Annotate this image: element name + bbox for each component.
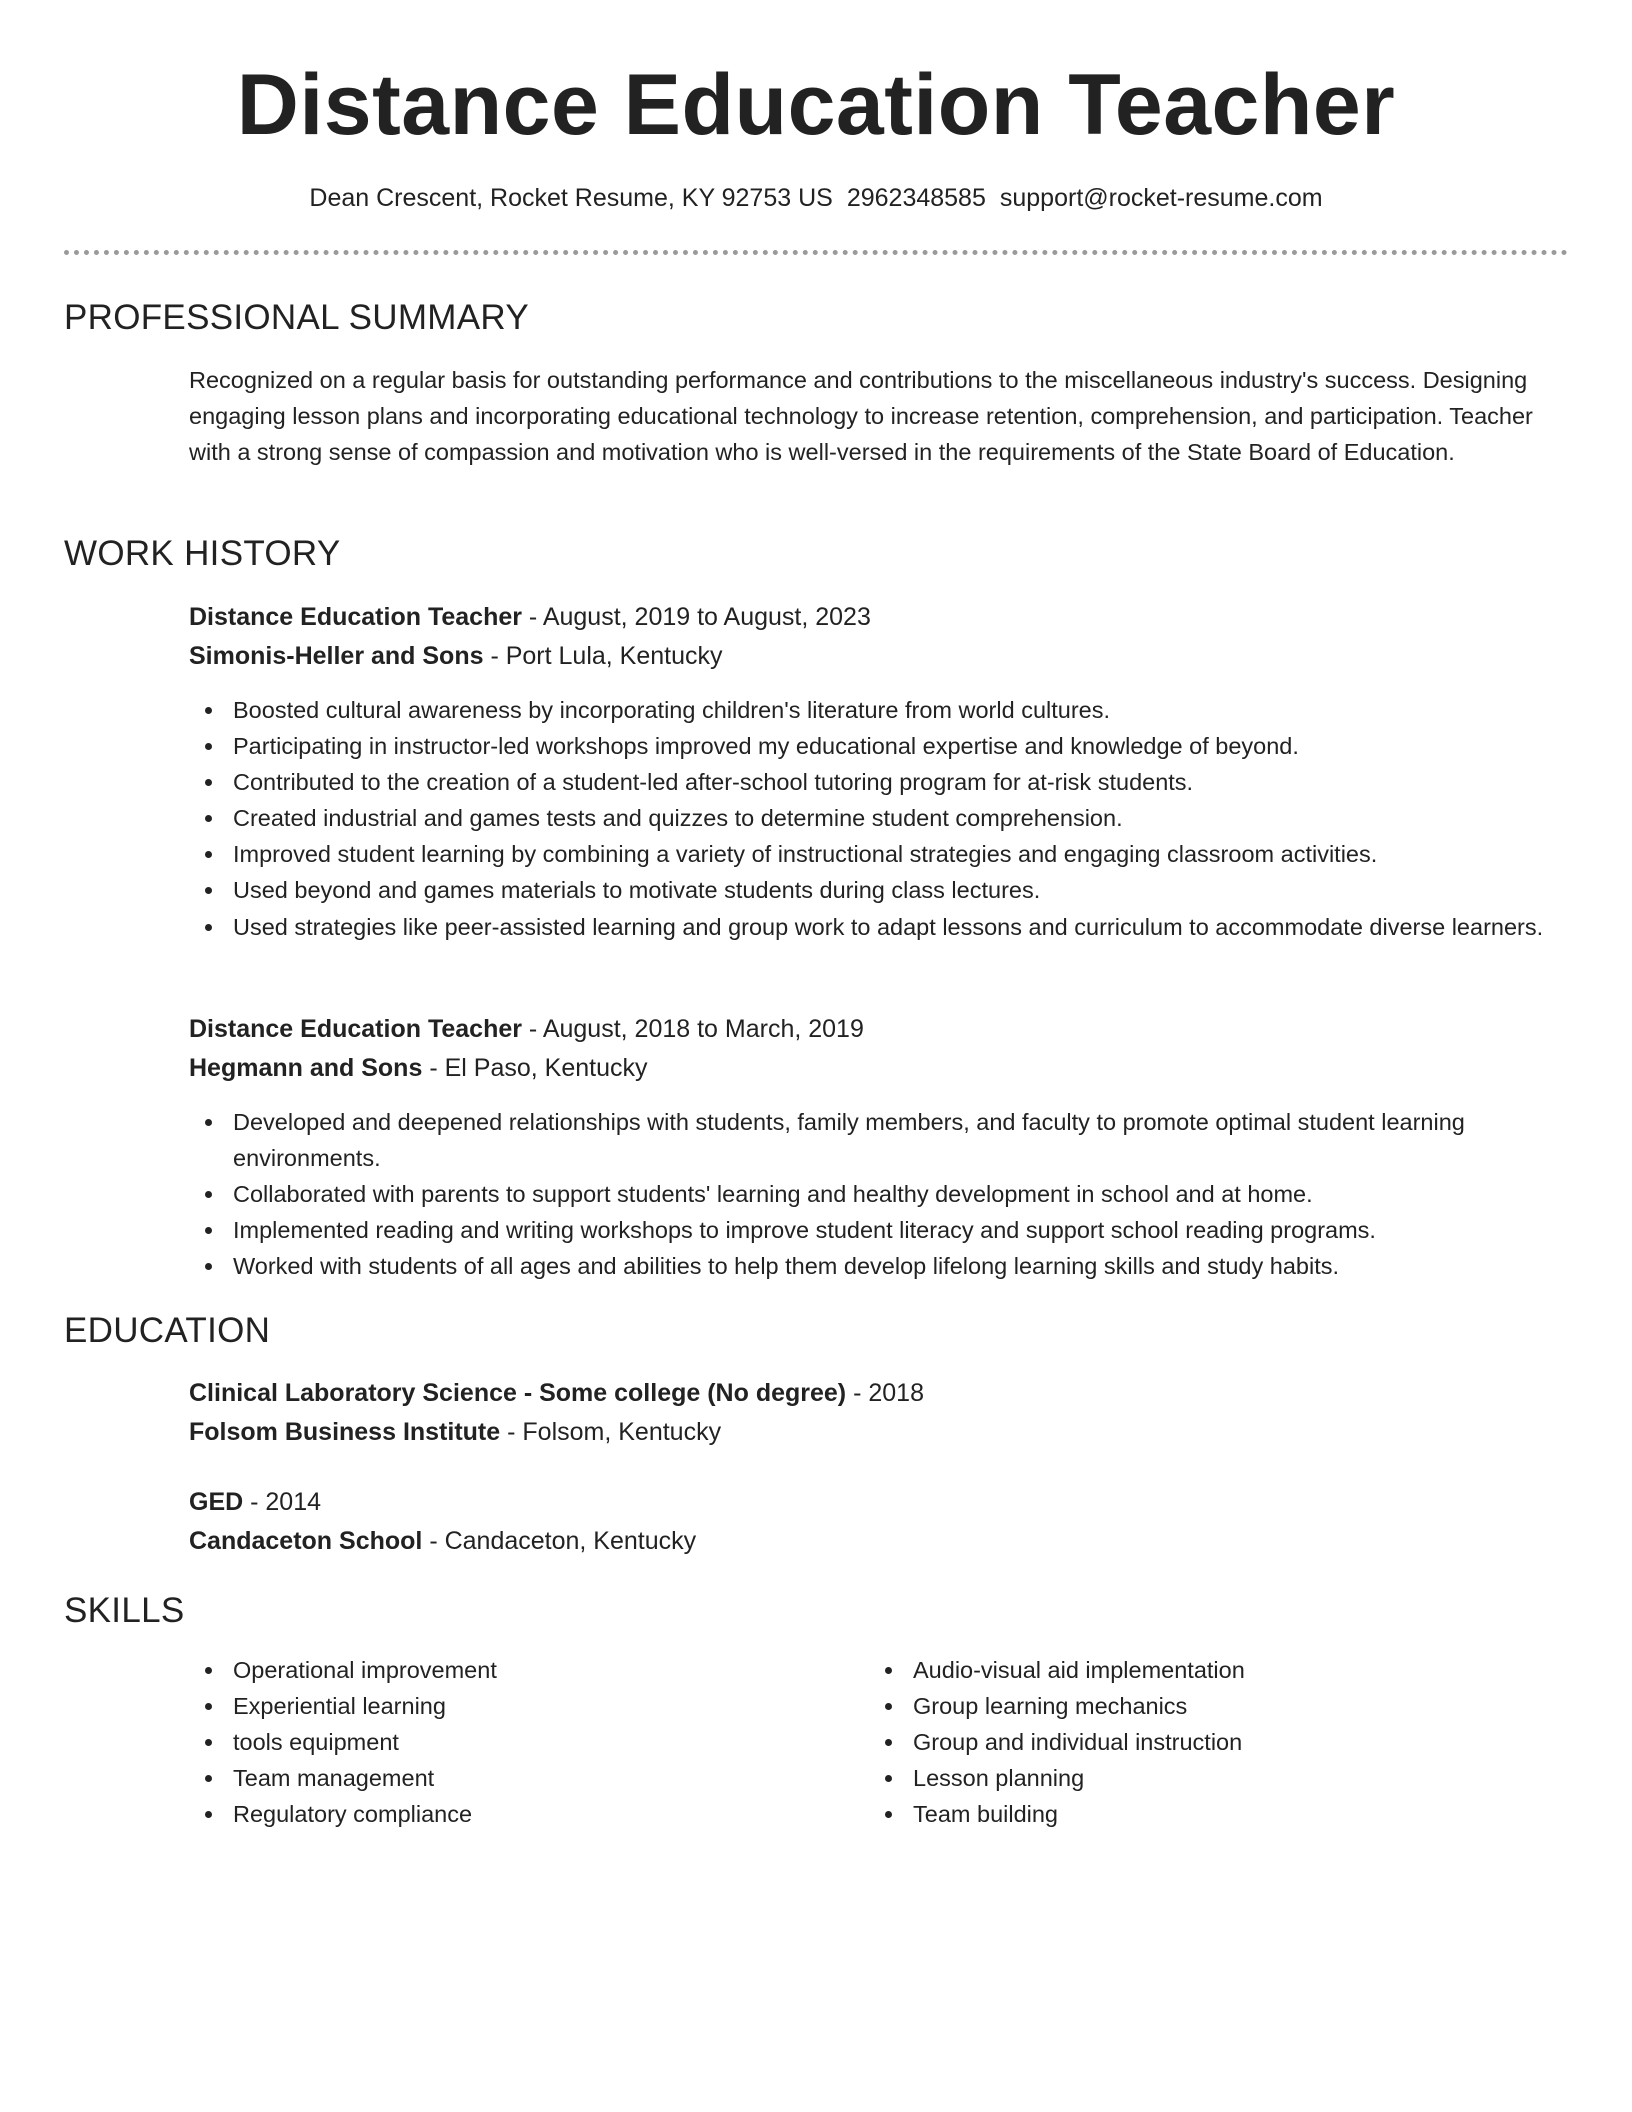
job-company: Hegmann and Sons <box>189 1054 423 1082</box>
job-dates: - August, 2019 to August, 2023 <box>521 603 871 631</box>
list-item: Worked with students of all ages and abilities to help them develop lifelong learning skills and study habits. <box>189 1248 1569 1284</box>
education-degree-line <box>189 1483 1569 1522</box>
job-bullets <box>189 692 1569 945</box>
education-location: - Folsom, Kentucky <box>500 1418 722 1446</box>
section-title-work-history: WORK HISTORY <box>64 534 341 573</box>
job-title-line <box>189 1010 1569 1049</box>
section-title-education: EDUCATION <box>64 1311 271 1350</box>
skill-item: Lesson planning <box>869 1760 1549 1796</box>
education-entry <box>189 1483 1569 1561</box>
list-item: Used beyond and games materials to motivate students during class lectures. <box>189 872 1569 908</box>
job-title-line <box>189 598 1569 637</box>
education-degree: Clinical Laboratory Science - Some college (No degree) <box>189 1379 847 1407</box>
skill-item: Operational improvement <box>189 1652 869 1688</box>
list-item: Participating in instructor-led workshops improved my educational expertise and knowledge of beyond. <box>189 728 1569 764</box>
education-location: - Candaceton, Kentucky <box>422 1527 697 1555</box>
skills-columns <box>189 1652 1569 1832</box>
education-degree: GED <box>189 1488 244 1516</box>
skill-item: tools equipment <box>189 1724 869 1760</box>
job-company-line <box>189 637 1569 676</box>
job-company: Simonis-Heller and Sons <box>189 642 484 670</box>
skill-item: Group and individual instruction <box>869 1724 1549 1760</box>
list-item: Contributed to the creation of a student-led after-school tutoring program for at-risk students. <box>189 764 1569 800</box>
list-item: Boosted cultural awareness by incorporating children's literature from world cultures. <box>189 692 1569 728</box>
section-title-skills: SKILLS <box>64 1591 185 1630</box>
skills-list-left <box>189 1652 869 1832</box>
list-item: Developed and deepened relationships with students, family members, and faculty to promote optimal student learning environments. <box>189 1104 1569 1176</box>
list-item: Collaborated with parents to support students' learning and healthy development in school and at home. <box>189 1176 1569 1212</box>
job-bullets <box>189 1104 1569 1284</box>
education-degree-line <box>189 1374 1569 1413</box>
contact-email: support@rocket-resume.com <box>999 184 1323 212</box>
skill-item: Team building <box>869 1796 1549 1832</box>
education-school: Candaceton School <box>189 1527 423 1555</box>
skill-item: Regulatory compliance <box>189 1796 869 1832</box>
contact-phone: 2962348585 <box>846 184 986 212</box>
resume-name: Distance Education Teacher <box>236 57 1396 153</box>
summary-text: Recognized on a regular basis for outstanding performance and contributions to the miscellaneous industry's success. Designing engaging lesson plans and incorporating educational technology to increase retention, comprehension, and participation. Teacher with a strong sense of compassion and motivation who is well-versed in the requirements of the State Board of Education. <box>189 367 1533 465</box>
education-year: - 2018 <box>846 1379 924 1407</box>
job-entry <box>189 598 1569 676</box>
skill-item: Group learning mechanics <box>869 1688 1549 1724</box>
job-location: - Port Lula, Kentucky <box>483 642 723 670</box>
education-entry <box>189 1374 1569 1452</box>
list-item: Used strategies like peer-assisted learning and group work to adapt lessons and curriculum to accommodate diverse learners. <box>189 909 1569 945</box>
education-school-line <box>189 1522 1569 1561</box>
list-item: Implemented reading and writing workshops to improve student literacy and support school reading programs. <box>189 1212 1569 1248</box>
job-role: Distance Education Teacher <box>189 603 522 631</box>
job-entry <box>189 1010 1569 1088</box>
list-item: Improved student learning by combining a variety of instructional strategies and engaging classroom activities. <box>189 836 1569 872</box>
skill-item: Experiential learning <box>189 1688 869 1724</box>
contact-address: Dean Crescent, Rocket Resume, KY 92753 US <box>309 184 833 212</box>
header-divider <box>64 250 1568 255</box>
education-school: Folsom Business Institute <box>189 1418 501 1446</box>
skill-item: Team management <box>189 1760 869 1796</box>
job-location: - El Paso, Kentucky <box>422 1054 648 1082</box>
contact-line <box>0 182 1632 214</box>
section-title-summary: PROFESSIONAL SUMMARY <box>64 298 529 337</box>
skills-list-right <box>869 1652 1549 1832</box>
education-school-line <box>189 1413 1569 1452</box>
job-role: Distance Education Teacher <box>189 1015 522 1043</box>
skill-item: Audio-visual aid implementation <box>869 1652 1549 1688</box>
job-dates: - August, 2018 to March, 2019 <box>521 1015 864 1043</box>
list-item: Created industrial and games tests and quizzes to determine student comprehension. <box>189 800 1569 836</box>
education-year: - 2014 <box>243 1488 322 1516</box>
job-company-line <box>189 1049 1569 1088</box>
